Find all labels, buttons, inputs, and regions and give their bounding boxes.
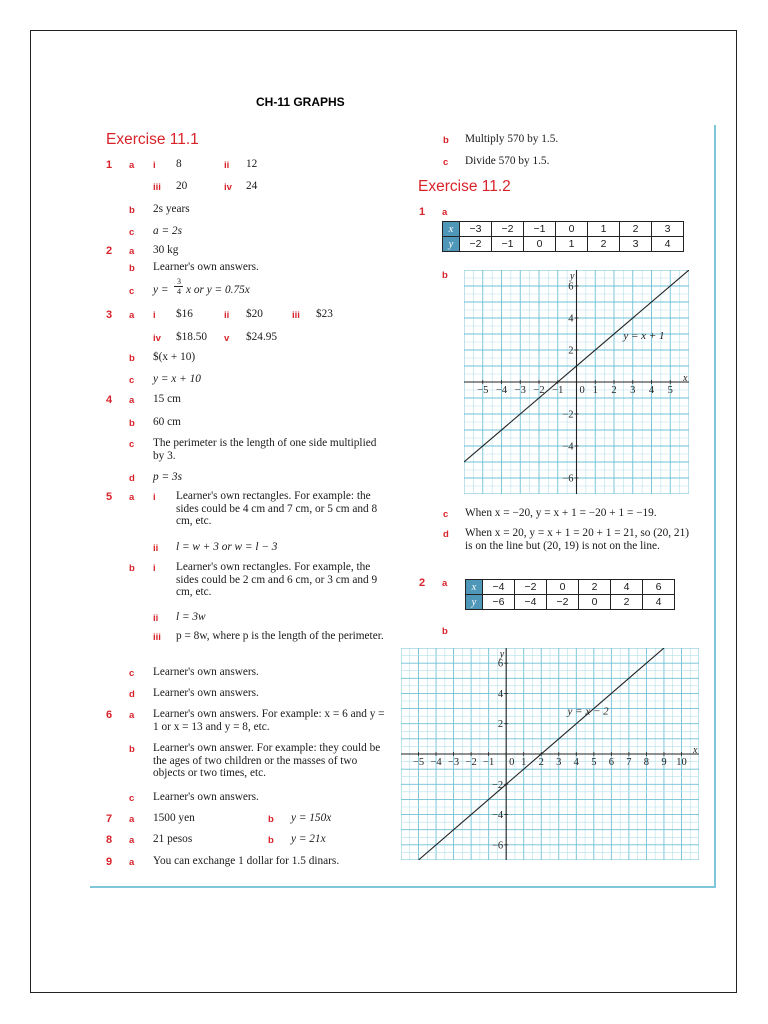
answer-text: $18.50: [176, 331, 208, 343]
table-cell: 2: [588, 237, 620, 252]
part-label: d: [129, 473, 135, 484]
part-label: d: [129, 689, 135, 700]
part-label: c: [129, 286, 135, 297]
subpart-label: ii: [153, 613, 159, 624]
subpart-label: iv: [153, 333, 161, 344]
table-cell: −2: [492, 222, 524, 237]
values-table-2: [465, 579, 675, 610]
subpart-label: ii: [224, 160, 230, 171]
part-label: c: [443, 157, 449, 168]
question-number: 9: [106, 856, 113, 868]
answer-text: l = 3w: [176, 611, 206, 623]
answer-text: When x = −20, y = x + 1 = −20 + 1 = −19.: [465, 507, 657, 519]
table-cell: −1: [492, 237, 524, 252]
answer-text: l = w + 3 or w = l − 3: [176, 541, 278, 553]
table-cell: 0: [524, 237, 556, 252]
part-label: a: [442, 207, 448, 218]
answer-text: 21 pesos: [153, 833, 193, 845]
table-cell: −6: [483, 595, 515, 610]
part-label: b: [268, 814, 274, 825]
answer-text: When x = 20, y = x + 1 = 20 + 1 = 21, so (20, 21) is on the line but (20, 19) is not on the line.: [465, 527, 689, 552]
answer-text: Divide 570 by 1.5.: [465, 155, 550, 167]
table-cell: −3: [460, 222, 492, 237]
part-label: b: [129, 563, 135, 574]
y-tick-label: 2: [497, 719, 504, 731]
table-cell: 2: [611, 595, 643, 610]
line-equation-label: y = x − 2: [567, 705, 609, 718]
x-tick-label: −3: [514, 385, 526, 396]
x-tick-label: −2: [533, 385, 545, 396]
answer-text: 12: [246, 158, 258, 170]
x-tick-label: 5: [667, 385, 673, 396]
table-cell: −2: [515, 580, 547, 595]
question-number: 1: [419, 206, 426, 218]
answer-text: The perimeter is the length of one side multiplied by 3.: [153, 437, 377, 462]
answer-text: $(x + 10): [153, 351, 196, 363]
x-tick-label: −1: [483, 757, 495, 768]
y-tick-label: 4: [568, 313, 574, 325]
table-cell: −2: [547, 595, 579, 610]
fraction-denominator: 4: [177, 287, 181, 296]
part-label: c: [129, 793, 135, 804]
answer-text: Learner's own answers.: [153, 261, 259, 273]
question-number: 3: [106, 309, 113, 321]
x-tick-label: 4: [648, 385, 655, 396]
exercise-11-2-title: Exercise 11.2: [418, 178, 511, 195]
part-label: a: [129, 160, 135, 171]
part-label: a: [129, 835, 135, 846]
answer-text: 20: [176, 180, 188, 192]
x-tick-label: 3: [630, 385, 636, 396]
subpart-label: i: [153, 563, 156, 574]
x-tick-label: 0: [509, 757, 515, 768]
x-tick-label: 10: [676, 757, 687, 768]
x-tick-label: 0: [579, 385, 585, 396]
answer-text: 24: [246, 180, 258, 192]
answer-text: 30 kg: [153, 244, 179, 256]
x-tick-label: −2: [465, 757, 477, 768]
subpart-label: iii: [153, 632, 161, 643]
part-label: a: [129, 814, 135, 825]
exercise-11-1-title: Exercise 11.1: [106, 131, 199, 148]
x-tick-label: 8: [643, 757, 650, 768]
y-tick-label: 6: [568, 281, 574, 293]
y-tick-label: −4: [562, 441, 574, 453]
part-label: b: [129, 418, 135, 429]
question-number: 2: [106, 245, 113, 257]
page-title: CH-11 GRAPHS: [256, 95, 345, 109]
answer-text: $23: [316, 308, 333, 320]
table-cell: −4: [515, 595, 547, 610]
question-number: 1: [106, 159, 113, 171]
subpart-label: ii: [153, 543, 159, 554]
answer-text: Learner's own rectangles. For example: the sides could be 4 cm and 7 cm, or 5 cm and 8 cm, etc.: [176, 490, 378, 528]
table-header-y: y: [466, 595, 483, 610]
part-label: a: [129, 310, 135, 321]
answer-text: Learner's own answers.: [153, 687, 259, 699]
question-number: 6: [106, 709, 113, 721]
answer-text: y = x + 10: [153, 373, 201, 385]
answer-text: a = 2s: [153, 225, 182, 237]
part-label: d: [443, 529, 449, 540]
values-table-1: [442, 221, 684, 252]
answer-text: $20: [246, 308, 263, 320]
y-tick-label: −6: [492, 840, 504, 852]
part-label: b: [268, 835, 274, 846]
x-tick-label: −4: [430, 757, 442, 768]
answer-text: 60 cm: [153, 416, 181, 428]
y-axis-label: y: [499, 649, 505, 660]
part-label: b: [443, 135, 449, 146]
table-cell: −2: [460, 237, 492, 252]
part-label: c: [129, 375, 135, 386]
table-cell: 6: [643, 580, 675, 595]
subpart-label: iii: [153, 182, 161, 193]
answer-text: p = 3s: [153, 471, 182, 483]
part-label: c: [129, 668, 135, 679]
table-cell: 4: [643, 595, 675, 610]
x-tick-label: −4: [495, 385, 508, 396]
answer-text: y = 21x: [291, 833, 326, 845]
question-number: 5: [106, 491, 113, 503]
table-cell: 3: [652, 222, 684, 237]
table-cell: 3: [620, 237, 652, 252]
table-cell: 0: [547, 580, 579, 595]
x-tick-label: −3: [448, 757, 460, 768]
part-label: a: [129, 710, 135, 721]
answer-text: Learner's own answers.: [153, 666, 259, 678]
part-label: c: [129, 227, 135, 238]
answer-text: y =: [153, 284, 169, 296]
question-number: 4: [106, 394, 113, 406]
answer-text: You can exchange 1 dollar for 1.5 dinars.: [153, 855, 340, 867]
table-cell: 1: [588, 222, 620, 237]
graph-y-equals-x-plus-1: [464, 270, 689, 494]
answer-text: Learner's own rectangles. For example, the sides could be 2 cm and 6 cm, or 3 cm and 9 cm, etc.: [176, 561, 378, 599]
answer-text: 2s years: [153, 203, 190, 215]
answer-text: x or y = 0.75x: [186, 284, 250, 296]
answer-text: 1500 yen: [153, 812, 195, 824]
answer-text: y = 150x: [291, 812, 332, 824]
graph-y-equals-x-minus-2: [401, 648, 699, 860]
answer-text: p = 8w, where p is the length of the perimeter.: [176, 630, 384, 642]
answer-text: Multiply 570 by 1.5.: [465, 133, 559, 145]
answer-text: Learner's own answers. For example: x = 6 and y = 1 or x = 13 and y = 8, etc.: [153, 708, 385, 733]
question-number: 7: [106, 813, 113, 825]
table-cell: 0: [556, 222, 588, 237]
subpart-label: ii: [224, 310, 230, 321]
line-equation-label: y = x + 1: [623, 329, 665, 342]
part-label: a: [129, 395, 135, 406]
table-cell: −1: [524, 222, 556, 237]
y-tick-label: −6: [562, 473, 574, 485]
x-tick-label: 2: [611, 385, 617, 396]
table-cell: 2: [620, 222, 652, 237]
part-label: c: [443, 509, 449, 520]
y-tick-label: −2: [562, 409, 574, 421]
part-label: a: [129, 492, 135, 503]
answer-text: 8: [176, 158, 182, 170]
x-axis-label: x: [693, 745, 698, 756]
x-tick-label: 1: [521, 757, 527, 768]
x-tick-label: 6: [608, 757, 614, 768]
y-tick-label: 4: [497, 688, 504, 700]
part-label: b: [442, 626, 448, 637]
subpart-label: v: [224, 333, 230, 344]
table-header-x: x: [443, 222, 460, 237]
answer-text: $16: [176, 308, 193, 320]
x-tick-label: 9: [661, 757, 667, 768]
part-label: a: [129, 857, 135, 868]
part-label: b: [442, 270, 448, 281]
table-cell: 0: [579, 595, 611, 610]
part-label: a: [129, 246, 135, 257]
fraction-numerator: 3: [177, 277, 181, 286]
y-tick-label: −2: [492, 779, 504, 791]
x-tick-label: 5: [591, 757, 597, 768]
x-tick-label: 1: [592, 385, 598, 396]
subpart-label: i: [153, 492, 156, 503]
x-tick-label: −1: [552, 385, 564, 396]
subpart-label: iv: [224, 182, 232, 193]
part-label: b: [129, 353, 135, 364]
y-axis-label: y: [570, 271, 575, 282]
x-tick-label: 4: [573, 757, 579, 768]
part-label: b: [129, 205, 135, 216]
question-number: 2: [419, 577, 426, 589]
y-tick-label: 6: [497, 658, 504, 670]
x-tick-label: 2: [538, 757, 544, 768]
table-cell: 4: [611, 580, 643, 595]
x-tick-label: 7: [626, 757, 632, 768]
table-cell: 4: [652, 237, 684, 252]
answer-text: Learner's own answers.: [153, 791, 259, 803]
y-tick-label: −4: [492, 810, 504, 822]
question-number: 8: [106, 834, 113, 846]
part-label: b: [129, 744, 135, 755]
subpart-label: i: [153, 310, 156, 321]
subpart-label: iii: [292, 310, 300, 321]
table-cell: 1: [556, 237, 588, 252]
answer-text: Learner's own answer. For example: they could be the ages of two children or the masses of two objects or two times, etc.: [153, 742, 381, 780]
table-cell: −4: [483, 580, 515, 595]
answer-text: 15 cm: [153, 393, 181, 405]
x-tick-label: 3: [556, 757, 562, 768]
table-cell: 2: [579, 580, 611, 595]
answer-text: $24.95: [246, 331, 278, 343]
part-label: b: [129, 263, 135, 274]
x-axis-label: x: [683, 373, 688, 384]
y-tick-label: 2: [568, 345, 574, 357]
part-label: c: [129, 439, 135, 450]
part-label: a: [442, 578, 448, 589]
table-header-x: x: [466, 580, 483, 595]
x-tick-label: −5: [412, 757, 425, 768]
table-header-y: y: [443, 237, 460, 252]
subpart-label: i: [153, 160, 156, 171]
x-tick-label: −5: [477, 385, 489, 396]
